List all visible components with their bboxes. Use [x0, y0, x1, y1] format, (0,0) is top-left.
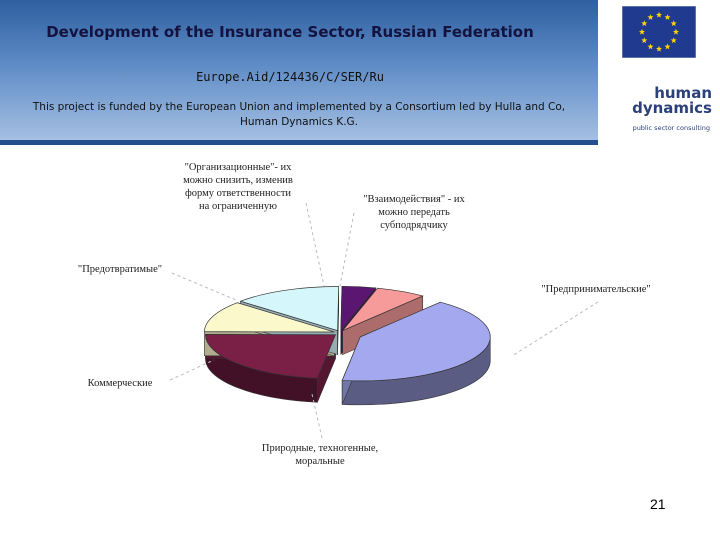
- slice-label: Коммерческие: [87, 378, 153, 389]
- logo-word-1: human: [654, 84, 712, 102]
- leader-line: [306, 203, 324, 286]
- logo-word-2: dynamics: [632, 99, 712, 117]
- logo-tagline: public sector consulting: [632, 124, 710, 132]
- slice-label: "Предотвратимые": [77, 264, 163, 275]
- human-dynamics-logo: [612, 86, 712, 116]
- leader-line: [340, 213, 354, 286]
- pie-chart: [0, 145, 720, 540]
- funding-note: This project is funded by the European Union and implemented by a Consortium led by Hulla and Co, Human Dynamics K.G.: [32, 101, 566, 128]
- page-title: Development of the Insurance Sector, Russian Federation: [46, 23, 534, 41]
- leader-line: [172, 273, 236, 300]
- slice-label: "Взаимодействия" - их можно передать субподрядчику: [363, 194, 465, 231]
- slice-label: Природные, техногенные, моральные: [261, 443, 379, 467]
- slice-label: "Предпринимательские": [541, 284, 651, 295]
- leader-line: [512, 302, 598, 356]
- project-reference: Europe.Aid/124436/C/SER/Ru: [196, 70, 384, 84]
- page-number: 21: [650, 496, 666, 512]
- eu-flag-icon: [622, 6, 696, 58]
- slice-label: "Организационные"- их можно снизить, изменив форму ответственности на ограниченную: [183, 162, 293, 212]
